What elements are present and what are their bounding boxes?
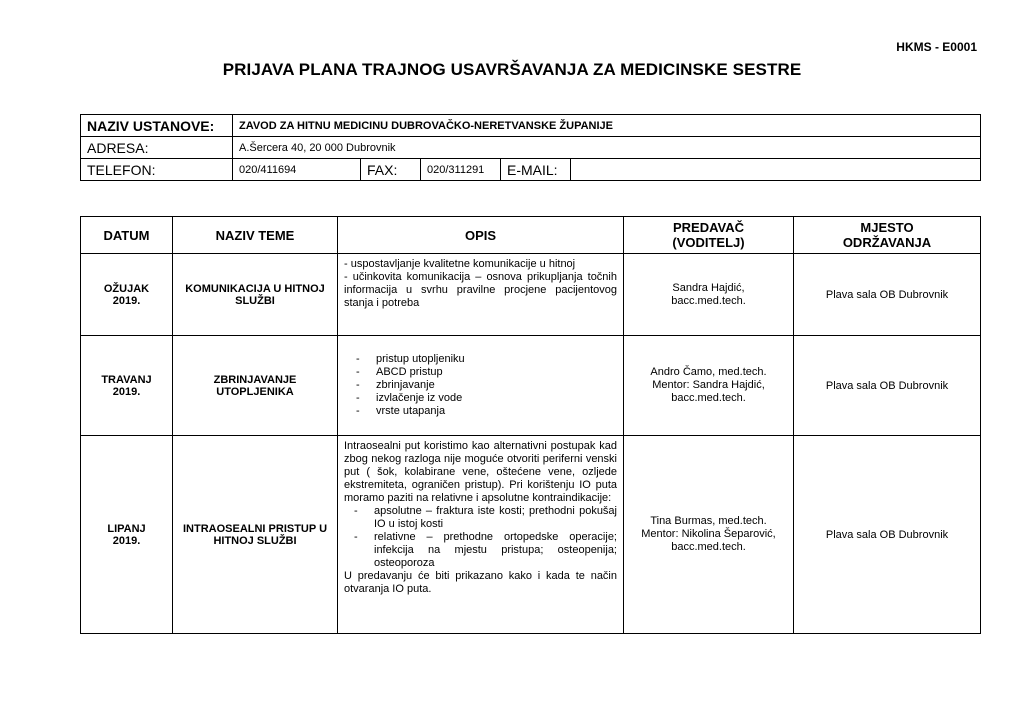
row-description <box>338 336 624 436</box>
lecturer-line: bacc.med.tech. <box>671 294 746 307</box>
row-lecturer <box>624 436 794 634</box>
email-label: E-MAIL: <box>501 159 571 181</box>
header-desc: OPIS <box>338 217 624 254</box>
row-place: Plava sala OB Dubrovnik <box>794 336 981 436</box>
row-place: Plava sala OB Dubrovnik <box>794 254 981 336</box>
desc-outro: U predavanju će biti prikazano kako i kada te način otvaranja IO puta. <box>344 570 617 595</box>
row-description <box>338 254 624 336</box>
table-row <box>81 436 981 634</box>
email-value <box>571 159 981 181</box>
row-place: Plava sala OB Dubrovnik <box>794 436 981 634</box>
row-topic: ZBRINJAVANJE UTOPLJENIKA <box>173 336 338 436</box>
table-row <box>81 336 981 436</box>
lecturer-line: Tina Burmas, med.tech. <box>650 515 767 527</box>
list-item: - zbrinjavanje <box>344 379 617 392</box>
row-description <box>338 436 624 634</box>
lecturer-line: bacc.med.tech. <box>671 541 746 553</box>
header-topic: NAZIV TEME <box>173 217 338 254</box>
header-date: DATUM <box>81 217 173 254</box>
contact-row <box>81 159 981 181</box>
list-item: - izvlačenje iz vode <box>344 392 617 405</box>
desc-list <box>344 353 617 418</box>
phone-value: 020/411694 <box>233 159 361 181</box>
institution-name-label: NAZIV USTANOVE: <box>81 115 233 137</box>
table-row <box>81 254 981 336</box>
address-value: A.Šercera 40, 20 000 Dubrovnik <box>233 137 981 159</box>
row-date <box>81 436 173 634</box>
header-lecturer-line2: (VODITELJ) <box>672 235 745 250</box>
lecturer-line: Mentor: Sandra Hajdić, <box>652 379 765 391</box>
header-lecturer <box>624 217 794 254</box>
desc-line: - uspostavljanje kvalitetne komunikacije u hitnoj <box>344 258 576 270</box>
schedule-table <box>80 216 981 634</box>
row-date-year: 2019. <box>112 385 141 398</box>
page-title: PRIJAVA PLANA TRAJNOG USAVRŠAVANJA ZA MEDICINSKE SESTRE <box>222 60 802 79</box>
row-date-month: LIPANJ <box>107 522 146 535</box>
document-code: HKMS - E0001 <box>896 40 977 54</box>
list-item: - apsolutne – fraktura iste kosti; prethodni pokušaj IO u istoj kosti <box>344 505 617 531</box>
list-item: - relativne – prethodne ortopedske operacije; infekcija na mjestu pristupa; osteopenija; osteoporoza <box>344 531 617 570</box>
lecturer-line: Sandra Hajdić, <box>672 281 745 294</box>
institution-name-value: ZAVOD ZA HITNU MEDICINU DUBROVAČKO-NERETVANSKE ŽUPANIJE <box>233 115 981 137</box>
header-place-line2: ODRŽAVANJA <box>842 235 932 250</box>
row-date-month: OŽUJAK <box>103 282 150 295</box>
row-date-year: 2019. <box>112 534 141 547</box>
row-date <box>81 336 173 436</box>
list-item: - ABCD pristup <box>344 366 617 379</box>
address-label: ADRESA: <box>81 137 233 159</box>
header-place-line1: MJESTO <box>860 220 914 235</box>
row-date-month: TRAVANJ <box>101 373 152 386</box>
institution-name-row <box>81 115 981 137</box>
list-item: - pristup utopljeniku <box>344 353 617 366</box>
header-place <box>794 217 981 254</box>
desc-line: - učinkovita komunikacija – osnova prikupljanja točnih informacija u svrhu pravilne procjene pacijentovog stanja i potreba <box>344 271 617 309</box>
lecturer-line: Mentor: Nikolina Šeparović, <box>641 528 776 540</box>
row-topic: INTRAOSEALNI PRISTUP U HITNOJ SLUŽBI <box>173 436 338 634</box>
row-topic: KOMUNIKACIJA U HITNOJ SLUŽBI <box>173 254 338 336</box>
row-lecturer <box>624 254 794 336</box>
desc-intro: Intraosealni put koristimo kao alternativni postupak kad zbog nekog razloga nije moguće otvoriti periferni venski put ( šok, kolabirane vene, oštećene vene, ozljede ekstremiteta, ograničen pristup). Pri korištenju IO puta moramo paziti na relativne i apsolutne kontraindikacije: <box>344 440 617 504</box>
phone-label: TELEFON: <box>81 159 233 181</box>
institution-table <box>80 114 981 181</box>
row-lecturer <box>624 336 794 436</box>
row-date-year: 2019. <box>112 294 141 307</box>
row-date <box>81 254 173 336</box>
lecturer-line: bacc.med.tech. <box>671 392 746 404</box>
lecturer-line: Andro Čamo, med.tech. <box>650 366 767 378</box>
fax-value: 020/311291 <box>421 159 501 181</box>
desc-list <box>344 505 617 570</box>
header-lecturer-line1: PREDAVAČ <box>672 220 745 235</box>
schedule-header-row <box>81 217 981 254</box>
address-row <box>81 137 981 159</box>
list-item: - vrste utapanja <box>344 405 617 418</box>
fax-label: FAX: <box>361 159 421 181</box>
